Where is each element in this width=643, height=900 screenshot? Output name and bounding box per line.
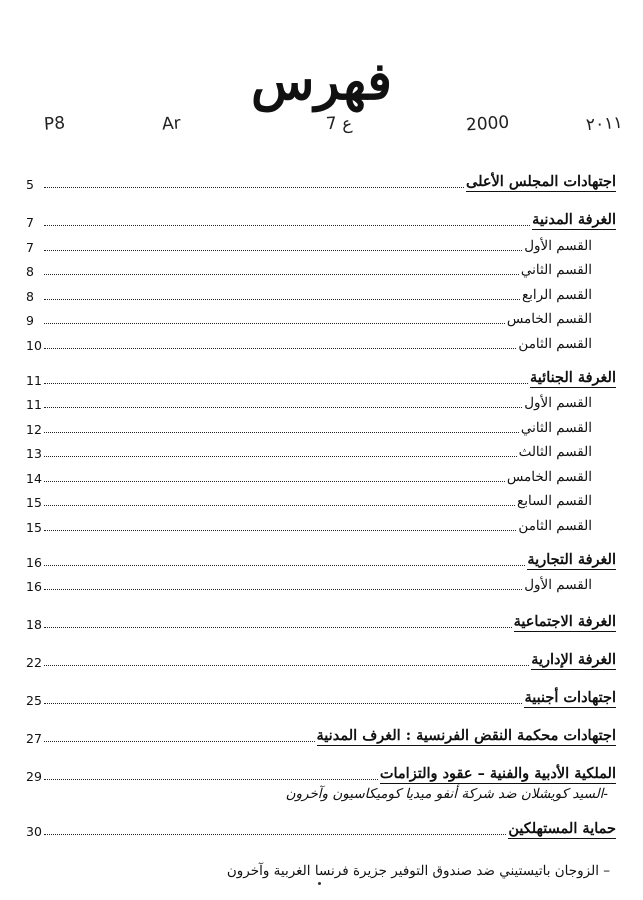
toc-page-number: 14	[26, 470, 42, 486]
dot-leader	[44, 564, 525, 566]
toc-entry-label: القسم الثاني	[520, 262, 592, 278]
toc-entry-label: الغرفة التجارية	[527, 550, 616, 568]
toc-page-number: 27	[26, 731, 42, 746]
toc-entry-main[interactable]	[26, 606, 616, 632]
toc-page-number: 8	[26, 288, 34, 304]
toc-entry-label: القسم الأول	[524, 237, 592, 254]
toc-entry-sub[interactable]	[26, 486, 616, 511]
handwritten-annotations	[0, 114, 643, 144]
table-of-contents	[26, 166, 616, 881]
toc-entry-sub[interactable]	[26, 279, 616, 304]
toc-entry-label: القسم الخامس	[506, 468, 592, 485]
dot-leader	[44, 626, 512, 628]
toc-page-number: 18	[26, 617, 42, 632]
dot-leader	[44, 382, 528, 384]
toc-entry-sub[interactable]	[26, 510, 616, 535]
toc-entry-label: القسم السابع	[517, 493, 592, 509]
toc-entry-label: القسم الثاني	[520, 419, 592, 436]
scan-speck	[318, 882, 321, 885]
dot-leader	[44, 702, 522, 704]
toc-entry-main[interactable]	[26, 204, 616, 230]
toc-page-number: 11	[26, 397, 42, 412]
toc-entry-label: حماية المستهلكين	[508, 820, 616, 837]
dot-leader	[44, 298, 520, 300]
toc-page-number: 29	[26, 769, 42, 784]
toc-page-number: 15	[26, 495, 42, 510]
dot-leader	[44, 322, 505, 324]
toc-entry-main[interactable]	[26, 758, 616, 784]
toc-entry-sub[interactable]	[26, 304, 616, 329]
handwritten-note: Ar	[161, 113, 182, 135]
toc-entry-label: الغرفة الإدارية	[531, 651, 616, 668]
dot-leader	[44, 431, 519, 433]
handwritten-note: P8	[43, 113, 66, 135]
dot-leader	[44, 480, 505, 482]
toc-entry-label: القسم الثالث	[518, 444, 592, 460]
toc-page-number: 15	[26, 519, 42, 535]
toc-entry-main[interactable]	[26, 362, 616, 388]
toc-entry-label: الغرفة الجنائية	[530, 368, 616, 386]
handwritten-note: ع	[341, 113, 353, 135]
toc-entry-label: اجتهادات أجنبية	[524, 689, 616, 706]
toc-page-number: 25	[26, 693, 42, 708]
toc-entry-sub[interactable]	[26, 230, 616, 255]
toc-entry-label: القسم الثامن	[518, 517, 592, 534]
toc-entry-sub[interactable]	[26, 570, 616, 595]
toc-entry-label: القسم الرابع	[521, 286, 592, 303]
handwritten-note: ٢٠١١	[585, 112, 624, 136]
handwritten-note: 2000	[465, 112, 510, 136]
toc-page-number: 16	[26, 554, 42, 570]
toc-entry-label: القسم الأول	[524, 577, 592, 593]
dot-leader	[44, 664, 529, 666]
dot-leader	[44, 455, 517, 457]
toc-entry-main[interactable]	[26, 644, 616, 670]
toc-page-number: 13	[26, 446, 42, 461]
toc-page-number: 12	[26, 421, 42, 437]
dot-leader	[44, 273, 519, 275]
page-title: فهرس	[251, 51, 392, 112]
dot-leader	[44, 224, 530, 226]
toc-page-number: 22	[26, 655, 42, 670]
toc-entry-main[interactable]	[26, 720, 616, 746]
toc-entry-sub[interactable]	[26, 461, 616, 486]
toc-entry-label: القسم الخامس	[506, 311, 592, 327]
toc-entry-sub[interactable]	[26, 412, 616, 437]
toc-entry-sub[interactable]	[26, 437, 616, 462]
toc-entry-main[interactable]	[26, 166, 616, 192]
case-entry: -السيد كويشلان ضد شركة أنفو ميديا كوميكاسيون وآخرون	[285, 786, 608, 802]
dot-leader	[44, 347, 516, 349]
toc-page-number: 10	[26, 337, 42, 353]
toc-page-number: 30	[26, 824, 42, 839]
toc-page-number: 5	[26, 177, 34, 192]
toc-entry-main[interactable]	[26, 544, 616, 570]
toc-page-number: 9	[26, 313, 34, 328]
toc-page-number: 7	[26, 239, 34, 255]
toc-entry-label: الملكية الأدبية والفنية – عقود والتزامات	[379, 765, 616, 782]
toc-page-number: 11	[26, 372, 42, 388]
toc-entry-label: الغرفة المدنية	[532, 211, 616, 228]
dot-leader	[44, 588, 522, 590]
dot-leader	[44, 504, 515, 506]
dot-leader	[44, 406, 522, 408]
dot-leader	[44, 778, 378, 780]
dot-leader	[44, 249, 522, 251]
toc-page-number: 8	[26, 264, 34, 279]
toc-entry-main[interactable]	[26, 682, 616, 708]
toc-entry-sub[interactable]	[26, 328, 616, 353]
dot-leader	[44, 833, 506, 835]
toc-entry-label: القسم الثامن	[518, 335, 592, 352]
toc-entry-sub[interactable]	[26, 255, 616, 280]
toc-entry-label: الغرفة الاجتماعية	[513, 613, 616, 630]
dot-leader	[44, 529, 516, 531]
toc-entry-main[interactable]	[26, 813, 616, 839]
case-entry: – الزوجان باتيستيني ضد صندوق التوفير جزيرة فرنسا الغربية وآخرون	[226, 863, 610, 879]
handwritten-note: 7	[325, 113, 338, 135]
dot-leader	[44, 740, 315, 742]
dot-leader	[44, 186, 464, 188]
toc-entry-label: اجتهادات محكمة النقض الفرنسية : الغرف المدنية	[316, 727, 616, 744]
toc-entry-sub[interactable]	[26, 388, 616, 413]
toc-page-number: 16	[26, 579, 42, 594]
toc-page-number: 7	[26, 215, 34, 230]
toc-entry-label: القسم الأول	[524, 395, 592, 411]
toc-entry-label: اجتهادات المجلس الأعلى	[465, 173, 616, 190]
